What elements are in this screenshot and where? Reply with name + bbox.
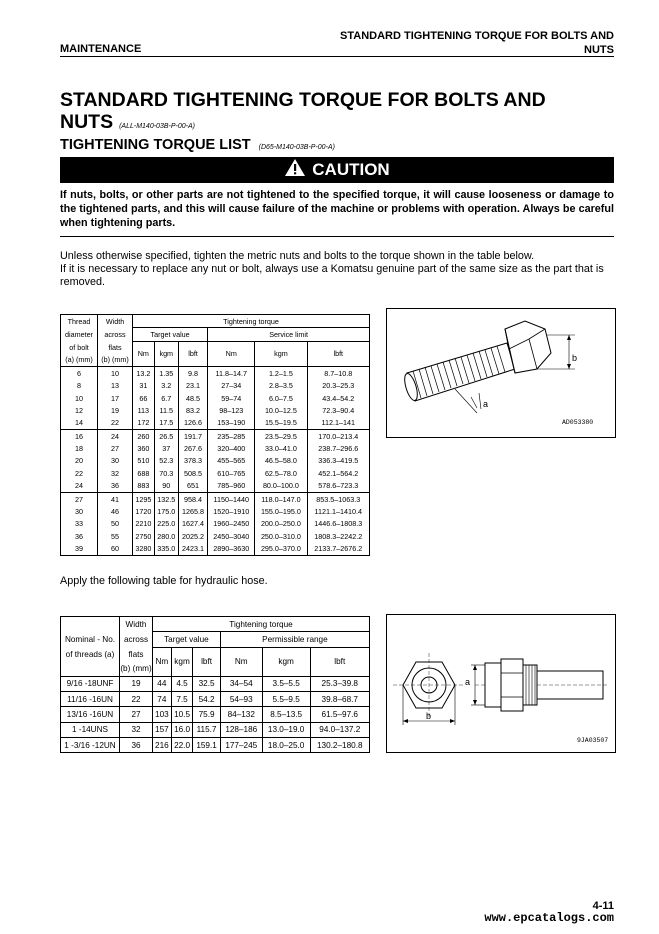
table-cell: 9.8: [178, 367, 207, 380]
header-row: [61, 341, 370, 353]
table-cell: 27: [98, 442, 133, 454]
table-row: [61, 480, 370, 493]
caution-banner: [60, 157, 614, 183]
table-cell: 98–123: [208, 404, 255, 416]
table-cell: 688: [133, 467, 155, 479]
table-cell: 66: [133, 392, 155, 404]
table-cell: 11/16 -16UN: [61, 691, 120, 706]
table-cell: 54–93: [220, 691, 262, 706]
tightening-torque-header: Tightening torque: [133, 315, 370, 328]
table-row: [61, 707, 370, 722]
nut-label-b: b: [426, 711, 432, 721]
table-cell: 25.3–39.8: [310, 676, 369, 691]
unit-header: kgm: [154, 341, 178, 366]
intro-text: [60, 250, 614, 289]
table-cell: 280.0: [154, 530, 178, 542]
metric-torque-table: [60, 314, 370, 556]
header-row: [61, 315, 370, 328]
hose-fitting-drawing: [387, 615, 615, 752]
table-cell: 2133.7–2676.2: [307, 543, 369, 556]
table-cell: 52.3: [154, 455, 178, 467]
table-cell: 6.7: [154, 392, 178, 404]
table-cell: 55: [98, 530, 133, 542]
table-cell: 452.1–564.2: [307, 467, 369, 479]
header-rule: [60, 56, 614, 57]
table-cell: 33: [61, 518, 98, 530]
title-code: (ALL-M140-03B-P-00-A): [119, 123, 195, 130]
table-cell: 39: [61, 543, 98, 556]
table-cell: 508.5: [178, 467, 207, 479]
table-cell: 62.5–78.0: [255, 467, 307, 479]
target-value-header: Target value: [153, 632, 221, 647]
table-cell: 578.6–723.3: [307, 480, 369, 493]
table-cell: 31: [133, 379, 155, 391]
table-row: [61, 442, 370, 454]
table-cell: 36: [61, 530, 98, 542]
table-cell: 335.0: [154, 543, 178, 556]
table-cell: 37: [154, 442, 178, 454]
table-cell: 84–132: [220, 707, 262, 722]
table-row: [61, 492, 370, 505]
table-cell: 118.0–147.0: [255, 492, 307, 505]
table-cell: 18: [61, 442, 98, 454]
table-cell: 1627.4: [178, 518, 207, 530]
table-cell: 19: [120, 676, 153, 691]
table-row: [61, 691, 370, 706]
table-cell: 30: [98, 455, 133, 467]
table-cell: 159.1: [193, 737, 220, 752]
table-cell: 8: [61, 379, 98, 391]
table-cell: 13/16 -16UN: [61, 707, 120, 722]
table-cell: 225.0: [154, 518, 178, 530]
thread-header: of bolt: [61, 341, 98, 353]
table-cell: 112.1–141: [307, 417, 369, 430]
table-cell: 7.5: [171, 691, 193, 706]
table-row: [61, 722, 370, 737]
table-cell: 20: [61, 455, 98, 467]
unit-header: kgm: [255, 341, 307, 366]
width-header: flats: [120, 647, 153, 661]
nominal-header-spacer: [61, 661, 120, 676]
table-cell: 16.0: [171, 722, 193, 737]
service-limit-header: Service limit: [208, 328, 370, 341]
table-row: [61, 737, 370, 752]
caution-label: CAUTION: [312, 160, 390, 179]
header-row: [61, 328, 370, 341]
table-cell: 295.0–370.0: [255, 543, 307, 556]
width-header: Width: [120, 617, 153, 632]
width-header: (b) (mm): [98, 354, 133, 367]
running-title-line1: STANDARD TIGHTENING TORQUE FOR BOLTS AND: [340, 30, 614, 42]
table-cell: 103: [153, 707, 172, 722]
running-title-line2: NUTS: [584, 44, 614, 56]
table-cell: 785–960: [208, 480, 255, 493]
table-cell: 1960–2450: [208, 518, 255, 530]
table-cell: 24: [98, 430, 133, 443]
table-cell: 8.5–13.5: [262, 707, 310, 722]
section-subtitle: [60, 137, 335, 153]
table-row: [61, 543, 370, 556]
table-cell: 75.9: [193, 707, 220, 722]
header-row: [61, 632, 370, 647]
table-row: [61, 530, 370, 542]
table-cell: 1295: [133, 492, 155, 505]
table-cell: 170.0–213.4: [307, 430, 369, 443]
table-cell: 44: [153, 676, 172, 691]
unit-header: lbft: [178, 341, 207, 366]
table-cell: 59–74: [208, 392, 255, 404]
table-row: [61, 379, 370, 391]
table-cell: 10: [61, 392, 98, 404]
table-row: [61, 367, 370, 380]
table-cell: 172: [133, 417, 155, 430]
table-cell: 17.5: [154, 417, 178, 430]
page-title-line1: STANDARD TIGHTENING TORQUE FOR BOLTS AND: [60, 89, 546, 111]
table-row: [61, 467, 370, 479]
table-row: [61, 518, 370, 530]
table-cell: 1720: [133, 505, 155, 517]
table-cell: 33.0–41.0: [255, 442, 307, 454]
table-cell: 8.7–10.8: [307, 367, 369, 380]
table-cell: 200.0–250.0: [255, 518, 307, 530]
unit-header: Nm: [208, 341, 255, 366]
table-cell: 1 -3/16 -12UN: [61, 737, 120, 752]
table-cell: 175.0: [154, 505, 178, 517]
table-cell: 2.8–3.5: [255, 379, 307, 391]
table-cell: 958.4: [178, 492, 207, 505]
table-cell: 1.2–1.5: [255, 367, 307, 380]
width-header: flats: [98, 341, 133, 353]
table-cell: 39.8–68.7: [310, 691, 369, 706]
page-title: [60, 89, 600, 138]
table-cell: 155.0–195.0: [255, 505, 307, 517]
bolt-drawing: [387, 309, 615, 437]
table-cell: 50: [98, 518, 133, 530]
table-cell: 24: [61, 480, 98, 493]
table-cell: 54.2: [193, 691, 220, 706]
warning-triangle-icon: [284, 158, 306, 182]
table-cell: 32.5: [193, 676, 220, 691]
table-cell: 10.0–12.5: [255, 404, 307, 416]
hydraulic-hose-caption: Apply the following table for hydraulic hose.: [60, 575, 268, 587]
table-cell: 1121.1–1410.4: [307, 505, 369, 517]
table-cell: 16: [61, 430, 98, 443]
table-cell: 610–765: [208, 467, 255, 479]
table-row: [61, 505, 370, 517]
width-header: Width: [98, 315, 133, 328]
table-cell: 46: [98, 505, 133, 517]
table-cell: 853.5–1063.3: [307, 492, 369, 505]
table-cell: 2450–3040: [208, 530, 255, 542]
table-cell: 27: [61, 492, 98, 505]
table-cell: 510: [133, 455, 155, 467]
table-cell: 10.5: [171, 707, 193, 722]
table-cell: 12: [61, 404, 98, 416]
table-cell: 61.5–97.6: [310, 707, 369, 722]
table-cell: 191.7: [178, 430, 207, 443]
table-cell: 27: [120, 707, 153, 722]
table-cell: 36: [98, 480, 133, 493]
subtitle-text: TIGHTENING TORQUE LIST: [60, 137, 251, 153]
table-cell: 72.3–90.4: [307, 404, 369, 416]
table-cell: 6: [61, 367, 98, 380]
table-cell: 20.3–25.3: [307, 379, 369, 391]
hose-fitting-diagram: [386, 614, 616, 753]
table-cell: 94.0–137.2: [310, 722, 369, 737]
table-cell: 27–34: [208, 379, 255, 391]
table-cell: 6.0–7.5: [255, 392, 307, 404]
table-cell: 23.5–29.5: [255, 430, 307, 443]
table-cell: 10: [98, 367, 133, 380]
hydraulic-hose-torque-table: [60, 616, 370, 753]
table-cell: 130.2–180.8: [310, 737, 369, 752]
table-cell: 126.6: [178, 417, 207, 430]
table-cell: 32: [120, 722, 153, 737]
table-cell: 2423.1: [178, 543, 207, 556]
table-cell: 2750: [133, 530, 155, 542]
table-cell: 9/16 -18UNF: [61, 676, 120, 691]
table-cell: 1520–1910: [208, 505, 255, 517]
unit-header: lbft: [307, 341, 369, 366]
table-cell: 11.8–14.7: [208, 367, 255, 380]
table-cell: 22: [98, 417, 133, 430]
table-cell: 235–285: [208, 430, 255, 443]
table-cell: 2025.2: [178, 530, 207, 542]
section-header: MAINTENANCE: [60, 43, 142, 55]
unit-header: Nm: [153, 647, 172, 676]
table-cell: 17: [98, 392, 133, 404]
table-cell: 83.2: [178, 404, 207, 416]
intro-paragraph-1: Unless otherwise specified, tighten the metric nuts and bolts to the torque shown in the table below.: [60, 250, 535, 262]
table-cell: 74: [153, 691, 172, 706]
width-header: (b) (mm): [120, 661, 153, 676]
table-cell: 70.3: [154, 467, 178, 479]
table-cell: 15.5–19.5: [255, 417, 307, 430]
table-cell: 18.0–25.0: [262, 737, 310, 752]
table-cell: 4.5: [171, 676, 193, 691]
nominal-header: Nominal - No.: [61, 632, 120, 647]
table-row: [61, 676, 370, 691]
header-row: [61, 617, 370, 632]
nut-label-a: a: [465, 677, 471, 687]
width-header: across: [120, 632, 153, 647]
nut-figure-code: 9JA03507: [577, 737, 609, 744]
nominal-header: of threads (a): [61, 647, 120, 661]
table-cell: 3.2: [154, 379, 178, 391]
table-cell: 336.3–419.5: [307, 455, 369, 467]
table-row: [61, 430, 370, 443]
unit-header: Nm: [220, 647, 262, 676]
table-cell: 19: [98, 404, 133, 416]
table-cell: 360: [133, 442, 155, 454]
table-cell: 378.3: [178, 455, 207, 467]
unit-header: lbft: [193, 647, 220, 676]
table-cell: 80.0–100.0: [255, 480, 307, 493]
thread-header: Thread: [61, 315, 98, 328]
table-cell: 157: [153, 722, 172, 737]
table-cell: 3280: [133, 543, 155, 556]
table-cell: 32: [98, 467, 133, 479]
table-cell: 2210: [133, 518, 155, 530]
table-cell: 13.2: [133, 367, 155, 380]
table-cell: 1.35: [154, 367, 178, 380]
width-header: across: [98, 328, 133, 341]
table-cell: 132.5: [154, 492, 178, 505]
table-cell: 3.5–5.5: [262, 676, 310, 691]
table-cell: 113: [133, 404, 155, 416]
table-cell: 34–54: [220, 676, 262, 691]
bolt-label-a: a: [483, 399, 489, 409]
bolt-figure-code: AD053380: [562, 419, 594, 426]
table-cell: 1265.8: [178, 505, 207, 517]
table-cell: 2890–3630: [208, 543, 255, 556]
nominal-header-spacer: [61, 617, 120, 632]
caution-rule: [60, 236, 614, 237]
table-cell: 153–190: [208, 417, 255, 430]
intro-paragraph-2: If it is necessary to replace any nut or bolt, always use a Komatsu genuine part of the same size as the part that is removed.: [60, 263, 604, 288]
table-cell: 30: [61, 505, 98, 517]
subtitle-code: (D65-M140-03B-P-00-A): [258, 144, 335, 151]
table-cell: 11.5: [154, 404, 178, 416]
table-cell: 216: [153, 737, 172, 752]
table-cell: 46.5–58.0: [255, 455, 307, 467]
table-cell: 260: [133, 430, 155, 443]
header-row: [61, 647, 370, 661]
table-cell: 883: [133, 480, 155, 493]
table-cell: 13: [98, 379, 133, 391]
table-cell: 48.5: [178, 392, 207, 404]
table-cell: 1 -14UNS: [61, 722, 120, 737]
table-cell: 13.0–19.0: [262, 722, 310, 737]
table-cell: 1446.6–1808.3: [307, 518, 369, 530]
table-row: [61, 392, 370, 404]
table-cell: 22.0: [171, 737, 193, 752]
table-cell: 1808.3–2242.2: [307, 530, 369, 542]
table-cell: 651: [178, 480, 207, 493]
target-value-header: Target value: [133, 328, 208, 341]
table-cell: 23.1: [178, 379, 207, 391]
unit-header: Nm: [133, 341, 155, 366]
table-cell: 14: [61, 417, 98, 430]
table-cell: 250.0–310.0: [255, 530, 307, 542]
permissible-range-header: Permissible range: [220, 632, 369, 647]
table-row: [61, 417, 370, 430]
table-cell: 128–186: [220, 722, 262, 737]
unit-header: kgm: [171, 647, 193, 676]
table-cell: 43.4–54.2: [307, 392, 369, 404]
table-cell: 115.7: [193, 722, 220, 737]
thread-header: diameter: [61, 328, 98, 341]
page-title-line2: NUTS: [60, 111, 114, 133]
table-cell: 26.5: [154, 430, 178, 443]
table-cell: 60: [98, 543, 133, 556]
table-cell: 41: [98, 492, 133, 505]
table-row: [61, 455, 370, 467]
thread-header: (a) (mm): [61, 354, 98, 367]
table-cell: 22: [120, 691, 153, 706]
unit-header: kgm: [262, 647, 310, 676]
unit-header: lbft: [310, 647, 369, 676]
table-cell: 267.6: [178, 442, 207, 454]
table-cell: 455–565: [208, 455, 255, 467]
table-row: [61, 404, 370, 416]
tightening-torque-header: Tightening torque: [153, 617, 370, 632]
page-number: 4-11: [592, 900, 614, 912]
table-cell: 238.7–296.6: [307, 442, 369, 454]
bolt-label-b: b: [572, 353, 578, 363]
caution-text: If nuts, bolts, or other parts are not tightened to the specified torque, it will cause looseness or damage to the tightened parts, and this will cause failure of the machine or problems with operation. Always be careful when tightening parts.: [60, 189, 614, 229]
table-cell: 320–400: [208, 442, 255, 454]
watermark-url: www.epcatalogs.com: [484, 911, 614, 925]
running-title: [340, 29, 614, 57]
table-cell: 177–245: [220, 737, 262, 752]
table-cell: 90: [154, 480, 178, 493]
table-cell: 5.5–9.5: [262, 691, 310, 706]
table-cell: 22: [61, 467, 98, 479]
table-cell: 1150–1440: [208, 492, 255, 505]
table-cell: 36: [120, 737, 153, 752]
